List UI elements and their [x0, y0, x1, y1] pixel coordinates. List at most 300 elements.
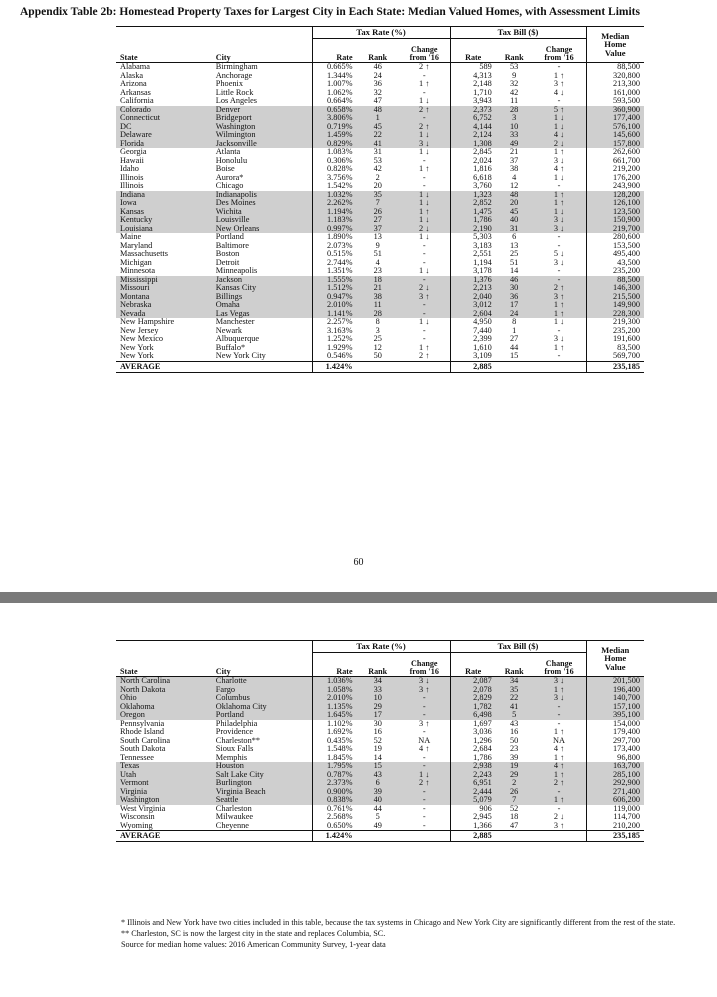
median-value-cell: 176,200	[586, 174, 644, 183]
city-cell: Phoenix	[215, 80, 243, 88]
tax-rate-cell: 1.058%	[312, 686, 357, 695]
tax-bill-cell: 1,697	[450, 720, 496, 729]
tax-rate-cell: 1.036%	[312, 677, 357, 686]
tax-rate-cell: 0.719%	[312, 123, 357, 132]
city-cell: Washington	[212, 123, 312, 132]
tax-rate-header: Rate	[312, 653, 357, 677]
tax-rate-group-header: Tax Rate (%)	[312, 641, 450, 653]
bill-rank-cell: 23	[509, 745, 519, 753]
tax-bill-cell: 1,782	[450, 703, 496, 712]
bill-change-cell: 4 ↑	[553, 745, 565, 753]
tax-rate-cell: 1.459%	[312, 131, 357, 140]
average-blank	[399, 831, 450, 842]
tax-bill-cell: 2,845	[450, 148, 496, 157]
tax-rate-cell: 1.929%	[312, 344, 357, 353]
tax-rank-cell: 33	[357, 686, 399, 695]
state-cell: Maryland	[120, 241, 153, 250]
bill-rank-cell: 13	[509, 241, 519, 250]
bill-rank-cell: 34	[496, 677, 533, 686]
state-cell: Montana	[116, 293, 212, 302]
bill-rank-cell: 10	[496, 123, 533, 132]
tax-change-cell: 1 ↓	[399, 191, 450, 200]
tax-rate-cell: 1.252%	[312, 335, 357, 344]
bill-rank-cell: 7	[496, 796, 533, 805]
tax-rate-cell: 1.007%	[312, 80, 357, 89]
tax-bill-cell: 4,144	[450, 123, 496, 132]
city-cell: Albuquerque	[215, 335, 260, 343]
median-value-cell: 154,000	[586, 720, 644, 729]
median-value-cell: 219,700	[586, 225, 644, 234]
tax-change-cell: -	[422, 71, 426, 80]
table-row	[116, 216, 644, 225]
bill-change-header	[533, 39, 586, 63]
city-cell: Bridgeport	[212, 114, 312, 123]
tax-rank-cell: 48	[357, 106, 399, 115]
table-row	[116, 140, 644, 149]
median-line-3: Value	[604, 661, 626, 672]
tax-rank-cell: 13	[373, 233, 382, 241]
state-cell: Illinois	[120, 173, 144, 182]
bill-rank-cell: 27	[509, 335, 519, 343]
bill-rank-cell: 21	[509, 148, 519, 156]
state-cell: Arizona	[120, 80, 147, 88]
bill-change-cell: 3 ↑	[533, 293, 586, 302]
bill-change-cell: 1 ↑	[533, 199, 586, 208]
bill-change-cell: NA	[553, 736, 565, 745]
tax-rank-cell: 24	[373, 71, 382, 80]
city-cell: Des Moines	[212, 199, 312, 208]
bill-change-cell: 1 ↑	[553, 753, 565, 762]
state-cell: Wyoming	[120, 821, 153, 830]
table-row	[116, 123, 644, 132]
table-row	[116, 737, 644, 746]
median-value-cell: 235,200	[586, 327, 644, 336]
page-title: Appendix Table 2b: Homestead Property Taxes for Largest City in Each State: Median Valued Homes, with Assessment Limits	[20, 6, 640, 18]
bill-change-cell: 4 ↑	[553, 165, 565, 173]
tax-bill-cell: 6,618	[450, 174, 496, 183]
state-cell: Utah	[116, 771, 212, 780]
footnotes	[121, 917, 716, 950]
tax-bill-cell: 1,786	[450, 754, 496, 763]
bill-rank-cell: 28	[496, 106, 533, 115]
state-cell: Alabama	[120, 62, 150, 71]
table-row	[116, 276, 644, 285]
tax-bill-cell: 1,323	[450, 191, 496, 200]
bill-change-cell: 1 ↑	[533, 686, 586, 695]
city-cell: Wilmington	[212, 131, 312, 140]
bill-change-cell: 1 ↑	[533, 191, 586, 200]
median-value-cell: 235,200	[586, 267, 644, 276]
city-cell: Seattle	[212, 796, 312, 805]
tax-rank-cell: 18	[357, 276, 399, 285]
tax-change-cell: 1 ↓	[399, 199, 450, 208]
tax-change-cell: -	[422, 335, 426, 343]
tax-rank-cell: 44	[373, 804, 382, 813]
city-cell: Manchester	[215, 318, 255, 326]
average-label: AVERAGE	[116, 831, 212, 842]
tax-rank-cell: 5	[375, 813, 380, 821]
tax-rank-cell: 53	[373, 156, 382, 165]
state-cell: South Dakota	[120, 745, 166, 753]
tax-rate-cell: 1.645%	[312, 711, 357, 720]
page-divider	[0, 592, 717, 603]
average-tax-rate: 1.424%	[312, 361, 357, 372]
median-value-cell: 576,100	[586, 123, 644, 132]
tax-bill-cell: 6,498	[450, 711, 496, 720]
tax-rank-cell: 10	[357, 694, 399, 703]
average-blank	[533, 831, 586, 842]
tax-rank-cell: 16	[373, 728, 382, 736]
table-row	[116, 728, 644, 737]
table-row	[116, 703, 644, 712]
bill-rank-cell: 52	[509, 804, 519, 813]
tax-bill-cell: 2,243	[450, 771, 496, 780]
table-bottom-body	[116, 677, 644, 842]
tax-rank-cell: 51	[373, 250, 382, 258]
bill-rank-cell: 2	[496, 779, 533, 788]
tax-change-cell: -	[422, 326, 426, 335]
city-cell: Cheyenne	[215, 821, 249, 830]
tax-rate-header: Rate	[312, 39, 357, 63]
tax-change-cell: 3 ↑	[419, 719, 430, 728]
state-header: State	[116, 39, 212, 63]
tax-rank-cell: 34	[357, 677, 399, 686]
tax-rate-cell: 1.062%	[312, 89, 357, 98]
city-cell: Newark	[215, 326, 243, 335]
tax-rank-cell: 8	[375, 318, 380, 326]
tax-rate-cell: 1.692%	[312, 728, 357, 737]
tax-rank-cell: 49	[373, 821, 382, 830]
city-cell: Louisville	[212, 216, 312, 225]
tax-change-cell: -	[399, 711, 450, 720]
bill-rank-cell: 3	[496, 114, 533, 123]
tax-rate-cell: 2.744%	[312, 259, 357, 268]
state-cell: Nebraska	[116, 301, 212, 310]
tax-rate-cell: 0.664%	[312, 97, 357, 106]
tax-rank-cell: 28	[357, 310, 399, 319]
city-cell: New York City	[215, 352, 266, 360]
tax-rate-cell: 0.546%	[312, 352, 357, 361]
bill-change-cell: 1 ↑	[553, 343, 565, 352]
tax-change-cell: 2 ↑	[399, 106, 450, 115]
state-cell: Washington	[116, 796, 212, 805]
tax-rate-group-header: Tax Rate (%)	[312, 27, 450, 39]
tax-change-cell: -	[422, 728, 426, 736]
state-cell: Vermont	[116, 779, 212, 788]
tax-bill-cell: 4,950	[450, 318, 496, 327]
tax-rank-cell: 39	[357, 788, 399, 797]
median-value-cell: 320,800	[586, 72, 644, 81]
state-cell: West Virginia	[120, 804, 166, 813]
tax-bill-cell: 3,178	[450, 267, 496, 276]
tax-change-line-1: Change	[410, 44, 438, 54]
tax-bill-cell: 2,148	[450, 80, 496, 89]
median-value-cell: 271,400	[586, 788, 644, 797]
median-value-cell: 96,800	[586, 754, 644, 763]
state-cell: DC	[116, 123, 212, 132]
tax-rank-cell: 14	[373, 753, 382, 762]
city-cell: New Orleans	[212, 225, 312, 234]
bill-change-cell: 3 ↓	[553, 258, 565, 267]
table-row	[116, 89, 644, 98]
state-cell: Nevada	[116, 310, 212, 319]
tax-rank-cell: 46	[373, 62, 382, 71]
median-value-cell: 606,200	[586, 796, 644, 805]
tax-rate-cell: 3.163%	[312, 327, 357, 336]
bill-rank-cell: 50	[509, 736, 519, 745]
city-cell: Portland	[215, 233, 244, 241]
tax-change-cell: 1 ↓	[399, 216, 450, 225]
tax-bill-cell: 3,183	[450, 242, 496, 251]
median-line-1: Median	[601, 644, 630, 655]
state-cell: Virginia	[116, 788, 212, 797]
median-value-cell: 149,900	[586, 301, 644, 310]
table-row	[116, 174, 644, 183]
tax-bill-cell: 2,078	[450, 686, 496, 695]
tax-rate-cell: 0.650%	[312, 822, 357, 831]
tax-rank-cell: 15	[357, 762, 399, 771]
average-blank	[357, 831, 399, 842]
table-row	[116, 63, 644, 72]
table-row	[116, 182, 644, 191]
average-blank	[533, 361, 586, 372]
table-row	[116, 259, 644, 268]
tax-rate-cell: 0.435%	[312, 737, 357, 746]
bill-change-cell: -	[557, 62, 561, 71]
tax-rate-cell: 0.515%	[312, 250, 357, 259]
state-cell: Georgia	[120, 148, 147, 156]
bill-change-cell: 2 ↓	[553, 813, 565, 821]
median-value-cell: 569,700	[586, 352, 644, 361]
tax-rank-cell: 23	[373, 267, 382, 275]
table-row	[116, 711, 644, 720]
bill-rank-cell: 11	[510, 97, 519, 105]
tax-change-cell: 2 ↑	[419, 62, 430, 71]
state-cell: Oklahoma	[116, 703, 212, 712]
median-value-cell: 297,700	[586, 737, 644, 746]
bill-change-cell: 1 ↓	[533, 208, 586, 217]
table-row	[116, 318, 644, 327]
tax-bill-cell: 6,752	[450, 114, 496, 123]
tax-table-bottom	[116, 640, 644, 842]
bill-rank-cell: 15	[509, 352, 519, 360]
bill-rank-cell: 22	[496, 694, 533, 703]
bill-change-cell: 3 ↓	[533, 225, 586, 234]
bill-change-cell: -	[557, 241, 561, 250]
city-cell: Wichita	[212, 208, 312, 217]
tax-bill-cell: 1,366	[450, 822, 496, 831]
table-row	[116, 72, 644, 81]
state-cell: Missouri	[116, 284, 212, 293]
tax-rank-cell: 47	[373, 97, 382, 105]
tax-rank-cell: 9	[375, 241, 380, 250]
tax-change-cell: 1 ↓	[419, 148, 430, 156]
city-cell: Kansas City	[212, 284, 312, 293]
table-row	[116, 301, 644, 310]
tax-rate-cell: 0.997%	[312, 225, 357, 234]
city-cell: Salt Lake City	[212, 771, 312, 780]
median-value-cell: 285,100	[586, 771, 644, 780]
bill-change-cell: 1 ↑	[533, 796, 586, 805]
city-cell: Jackson	[212, 276, 312, 285]
tax-bill-cell: 2,213	[450, 284, 496, 293]
bill-rank-cell: 46	[496, 276, 533, 285]
tax-bill-cell: 2,373	[450, 106, 496, 115]
average-blank	[212, 831, 312, 842]
bill-change-cell: 1 ↓	[533, 123, 586, 132]
bill-rank-cell: 53	[509, 62, 519, 71]
tax-bill-cell: 3,109	[450, 352, 496, 361]
median-value-cell: 153,500	[586, 242, 644, 251]
state-cell: Minnesota	[120, 267, 156, 275]
tax-rank-cell: 1	[357, 114, 399, 123]
bill-rank-cell: 16	[509, 728, 519, 736]
tax-change-cell: 1 ↓	[419, 318, 430, 326]
tax-rank-cell: 26	[357, 208, 399, 217]
table-row	[116, 805, 644, 814]
tax-bill-cell: 1,610	[450, 344, 496, 353]
bill-rank-cell: 5	[496, 711, 533, 720]
table-row	[116, 352, 644, 361]
tax-change-cell: -	[399, 276, 450, 285]
bill-rank-cell: 14	[509, 267, 519, 275]
state-cell: Mississippi	[116, 276, 212, 285]
bill-rank-cell: 12	[509, 182, 519, 190]
state-cell: South Carolina	[120, 736, 171, 745]
tax-bill-group-header: Tax Bill ($)	[450, 27, 586, 39]
tax-change-cell: 3 ↓	[399, 677, 450, 686]
bill-change-cell: 1 ↑	[533, 301, 586, 310]
city-cell: Fargo	[212, 686, 312, 695]
median-value-cell: 173,400	[586, 745, 644, 754]
average-median-value: 235,185	[586, 831, 644, 842]
tax-bill-cell: 1,816	[450, 165, 496, 174]
tax-bill-cell: 1,194	[450, 259, 496, 268]
tax-bill-cell: 4,313	[450, 72, 496, 81]
median-header	[586, 641, 644, 677]
table-row	[116, 788, 644, 797]
tax-rank-cell: 19	[373, 745, 382, 753]
bill-change-cell: 3 ↓	[553, 156, 565, 165]
table-row	[116, 199, 644, 208]
bill-change-cell: 3 ↑	[553, 80, 565, 88]
tax-change-cell: 2 ↓	[399, 284, 450, 293]
median-value-cell: 163,700	[586, 762, 644, 771]
state-header: State	[116, 653, 212, 677]
tax-bill-cell: 2,190	[450, 225, 496, 234]
table-row	[116, 106, 644, 115]
tax-bill-cell: 3,943	[450, 97, 496, 106]
tax-bill-cell: 906	[450, 805, 496, 814]
table-row	[116, 335, 644, 344]
tax-rate-cell: 1.512%	[312, 284, 357, 293]
tax-bill-cell: 5,303	[450, 233, 496, 242]
table-row	[116, 779, 644, 788]
median-value-cell: 395,100	[586, 711, 644, 720]
footnote-1: * Illinois and New York have two cities included in this table, because the tax systems in Chicago and New York City are significantly different from the rest of the state.	[121, 918, 676, 927]
state-cell: California	[120, 97, 154, 105]
bill-rank-cell: 32	[509, 80, 519, 88]
bill-rank-cell: 8	[512, 318, 517, 326]
bill-change-cell: 5 ↓	[553, 250, 565, 258]
table-row	[116, 208, 644, 217]
city-cell: Oklahoma City	[212, 703, 312, 712]
tax-rate-cell: 1.183%	[312, 216, 357, 225]
bill-change-cell: -	[557, 97, 561, 105]
city-cell: Omaha	[212, 301, 312, 310]
tax-rank-cell: 2	[375, 173, 380, 182]
tax-rank-cell: 11	[357, 301, 399, 310]
tax-rank-cell: 7	[357, 199, 399, 208]
state-cell: Delaware	[116, 131, 212, 140]
tax-bill-cell: 2,024	[450, 157, 496, 166]
bill-change-cell: -	[557, 719, 561, 728]
median-value-cell: 161,000	[586, 89, 644, 98]
state-cell: New Jersey	[120, 326, 159, 335]
tax-rank-cell: 3	[375, 326, 380, 335]
tax-change-cell: NA	[418, 736, 431, 745]
tax-change-cell: 1 ↓	[399, 771, 450, 780]
table-row	[116, 157, 644, 166]
tax-rate-cell: 1.344%	[312, 72, 357, 81]
tax-bill-cell: 1,786	[450, 216, 496, 225]
median-value-cell: 150,900	[586, 216, 644, 225]
median-value-cell: 146,300	[586, 284, 644, 293]
table-row	[116, 165, 644, 174]
state-cell: New York	[120, 352, 154, 360]
city-cell: Sioux Falls	[215, 745, 254, 753]
state-cell: Wisconsin	[120, 813, 155, 821]
tax-rate-cell: 0.658%	[312, 106, 357, 115]
tax-bill-group-header: Tax Bill ($)	[450, 641, 586, 653]
average-blank	[212, 361, 312, 372]
city-cell: Baltimore	[215, 241, 249, 250]
median-value-cell: 123,500	[586, 208, 644, 217]
average-blank	[357, 361, 399, 372]
tax-rate-cell: 3.756%	[312, 174, 357, 183]
city-cell: Memphis	[215, 753, 248, 762]
tax-change-cell: -	[422, 753, 426, 762]
tax-rank-cell: 27	[357, 216, 399, 225]
tax-rank-cell: 6	[357, 779, 399, 788]
bill-change-line-2: from '16	[544, 52, 574, 62]
table-row	[116, 822, 644, 831]
city-cell: Los Angeles	[215, 97, 258, 105]
table-row	[116, 242, 644, 251]
tax-change-cell: -	[422, 813, 426, 821]
city-cell: Billings	[212, 293, 312, 302]
bill-rank-cell: 47	[509, 821, 519, 830]
state-cell: Kentucky	[116, 216, 212, 225]
tax-change-cell: -	[422, 173, 426, 182]
bill-change-header	[533, 653, 586, 677]
average-label: AVERAGE	[116, 361, 212, 372]
tax-rate-cell: 1.542%	[312, 182, 357, 191]
state-cell: Maine	[120, 233, 142, 241]
tax-change-cell: -	[422, 804, 426, 813]
tax-bill-cell: 3,760	[450, 182, 496, 191]
tax-rank-header: Rank	[357, 653, 399, 677]
table-row	[116, 344, 644, 353]
tax-change-cell: 1 ↓	[419, 233, 430, 241]
bill-change-cell: -	[533, 788, 586, 797]
city-cell: Houston	[212, 762, 312, 771]
tax-rate-cell: 1.135%	[312, 703, 357, 712]
tax-rank-cell: 52	[373, 736, 382, 745]
tax-change-cell: 1 ↑	[399, 208, 450, 217]
bill-change-cell: -	[557, 326, 561, 335]
tax-rate-cell: 2.010%	[312, 301, 357, 310]
